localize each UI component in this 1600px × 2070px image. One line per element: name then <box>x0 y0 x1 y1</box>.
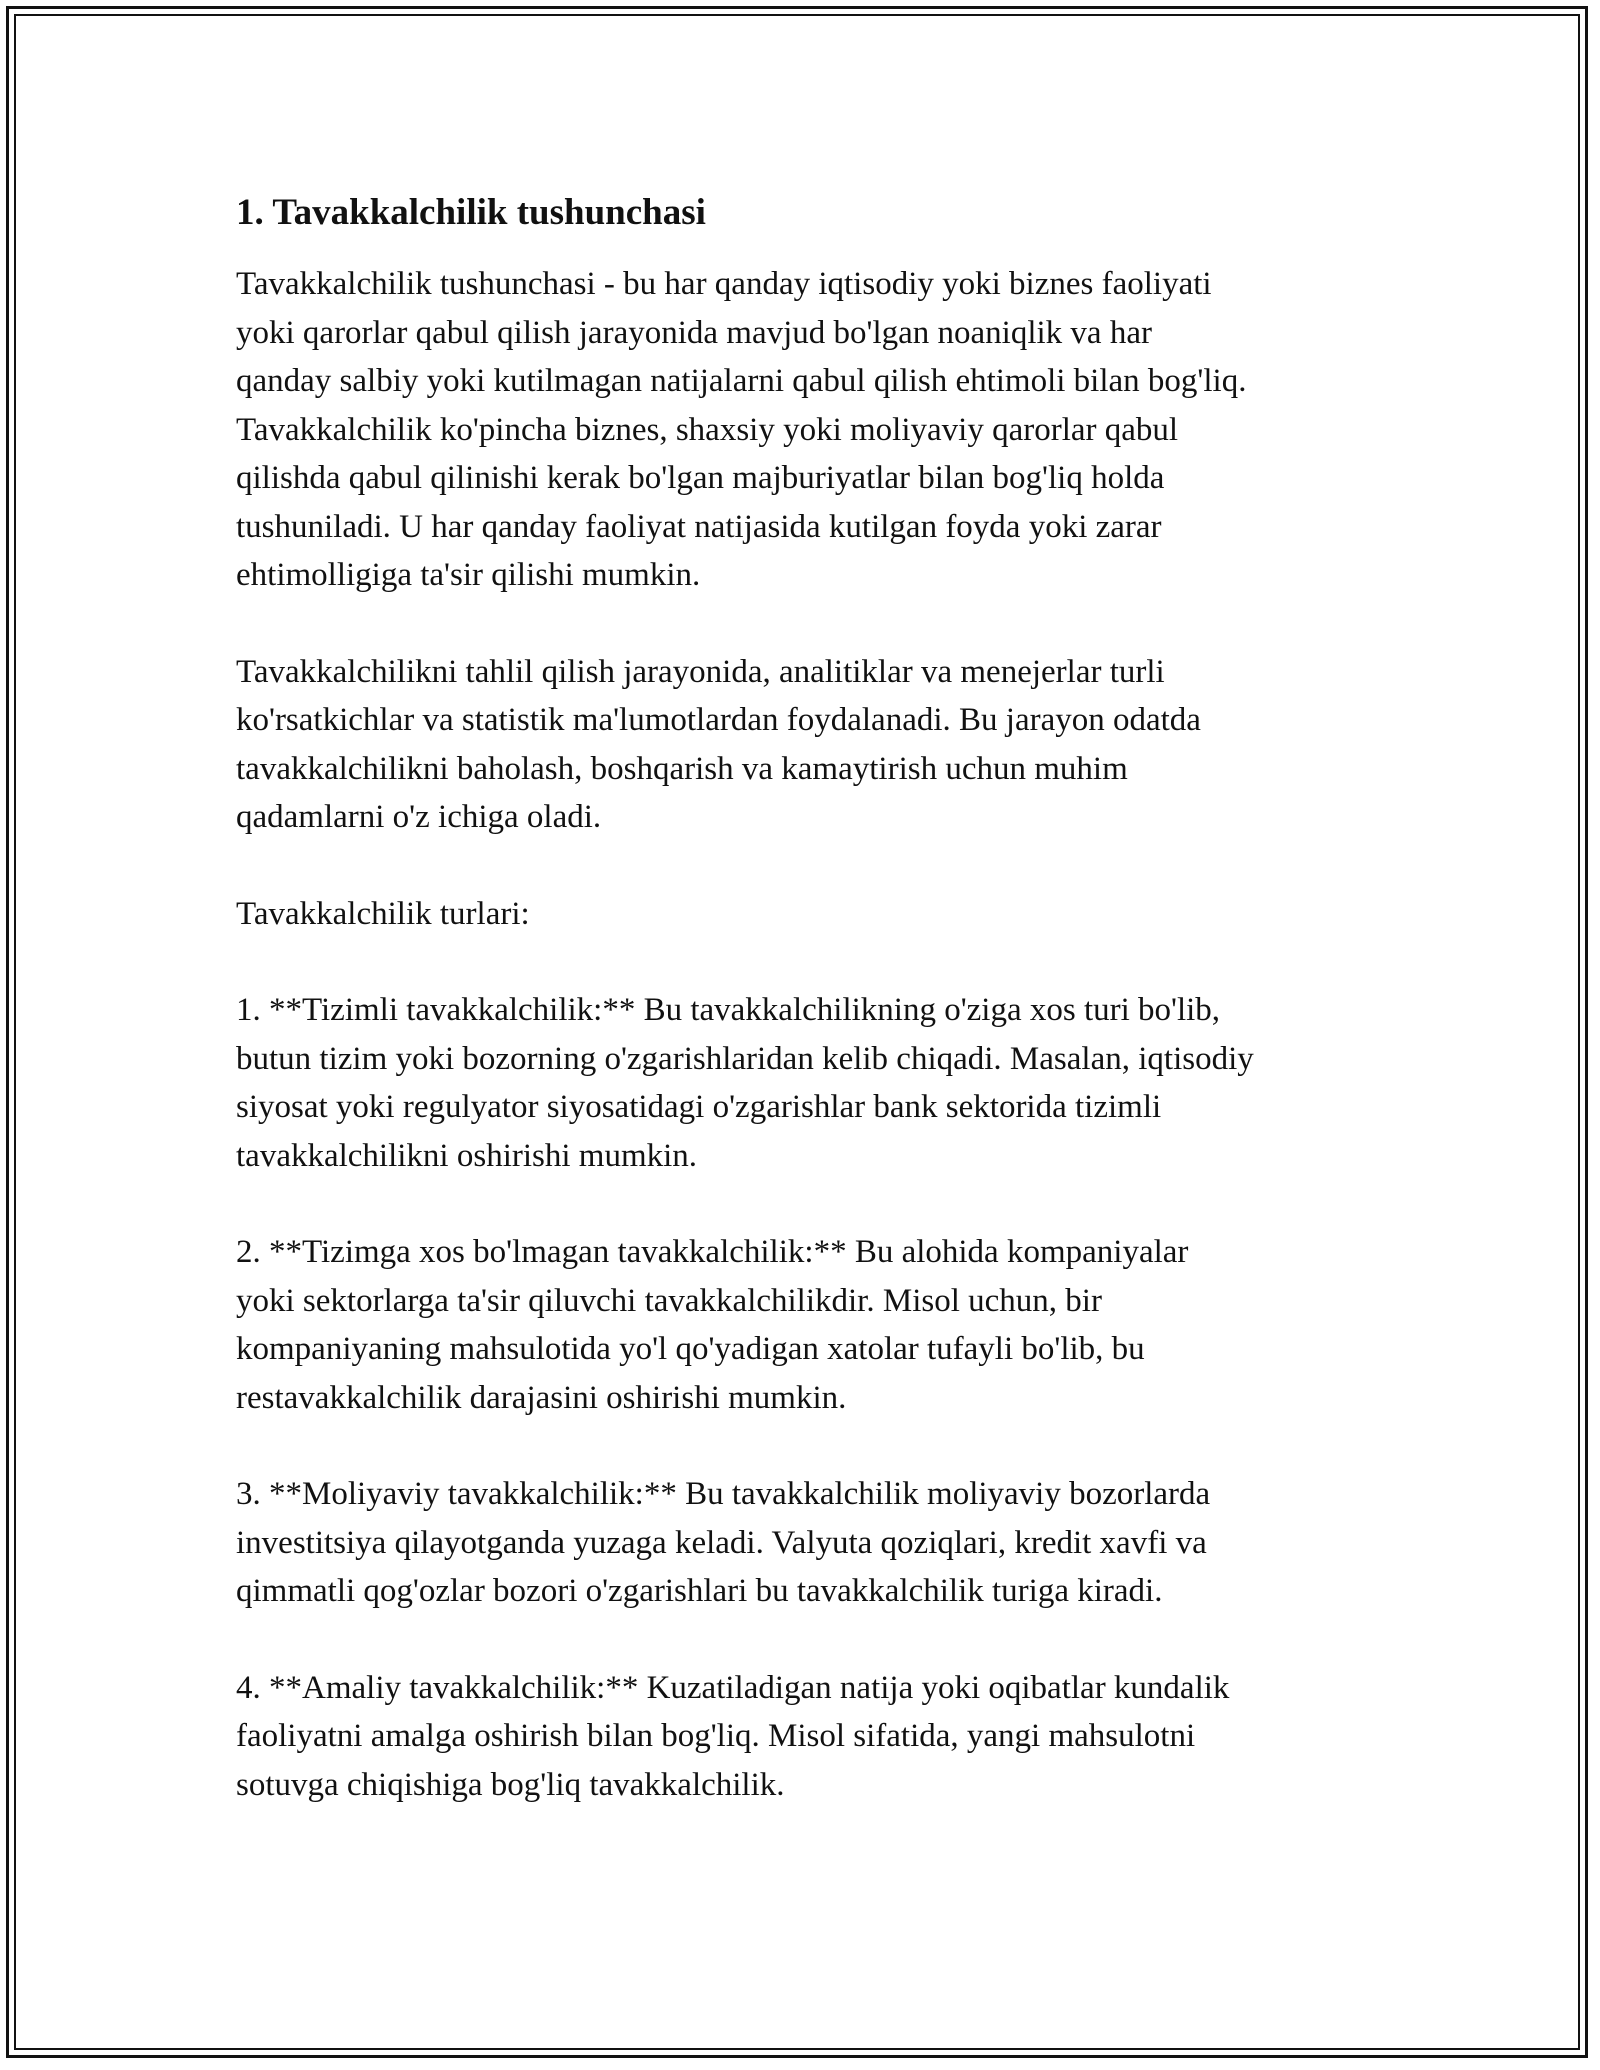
types-intro: Tavakkalchilik turlari: <box>236 895 530 932</box>
document-body <box>236 188 1376 1857</box>
analysis-paragraph: Tavakkalchilikni tahlil qilish jarayonida, analitiklar va menejerlar turli ko'rsatkichlar va statistik ma'lumotlardan foydalanadi. Bu jarayon odatda tavakkalchilikni baholash, boshqarish va kamaytirish uchun muhim qadamlarni o'z ichiga oladi. <box>236 653 1201 835</box>
list-item-financial-risk: 3. **Moliyaviy tavakkalchilik:** Bu tavakkalchilik moliyaviy bozorlarda investitsiya qilayotganda yuzaga keladi. Valyuta qoziqlari, kredit xavfi va qimmatli qog'ozlar bozori o'zgarishlari bu tavakkalchilik turiga kiradi. <box>236 1476 1211 1609</box>
list-item-operational-risk: 4. **Amaliy tavakkalchilik:** Kuzatiladigan natija yoki oqibatlar kundalik faoliyatni amalga oshirish bilan bog'liq. Misol sifatida, yangi mahsulotni sotuvga chiqishiga bog'liq tavakkalchilik. <box>236 1669 1230 1803</box>
list-item-nonsystemic-risk: 2. **Tizimga xos bo'lmagan tavakkalchilik:** Bu alohida kompaniyalar yoki sektorlarga ta'sir qiluvchi tavakkalchilikdir. Misol uchun, bir kompaniyaning mahsulotida yo'l qo'yadigan xatolar tufayli bo'lib, bu restavakkalchilik darajasini oshirishi mumkin. <box>236 1234 1189 1416</box>
list-item-systemic-risk: 1. **Tizimli tavakkalchilik:** Bu tavakkalchilikning o'ziga xos turi bo'lib, butun tizim yoki bozorning o'zgarishlaridan kelib chiqadi. Masalan, iqtisodiy siyosat yoki regulyator siyosatidagi o'zgarishlar bank sektorida tizimli tavakkalchilikni oshirishi mumkin. <box>236 992 1254 1174</box>
intro-paragraph: Tavakkalchilik tushunchasi - bu har qanday iqtisodiy yoki biznes faoliyati yoki qarorlar qabul qilish jarayonida mavjud bo'lgan noaniqlik va har qanday salbiy yoki kutilmagan natijalarni qabul qilish ehtimoli bilan bog'liq. Tavakkalchilik ko'pincha biznes, shaxsiy yoki moliyaviy qarorlar qabul qilishda qabul qilinishi kerak bo'lgan majburiyatlar bilan bog'liq holda tushuniladi. U har qanday faoliyat natijasida kutilgan foyda yoki zarar ehtimolligiga ta'sir qilishi mumkin. <box>236 266 1247 593</box>
section-heading: 1. Tavakkalchilik tushunchasi <box>236 192 706 233</box>
